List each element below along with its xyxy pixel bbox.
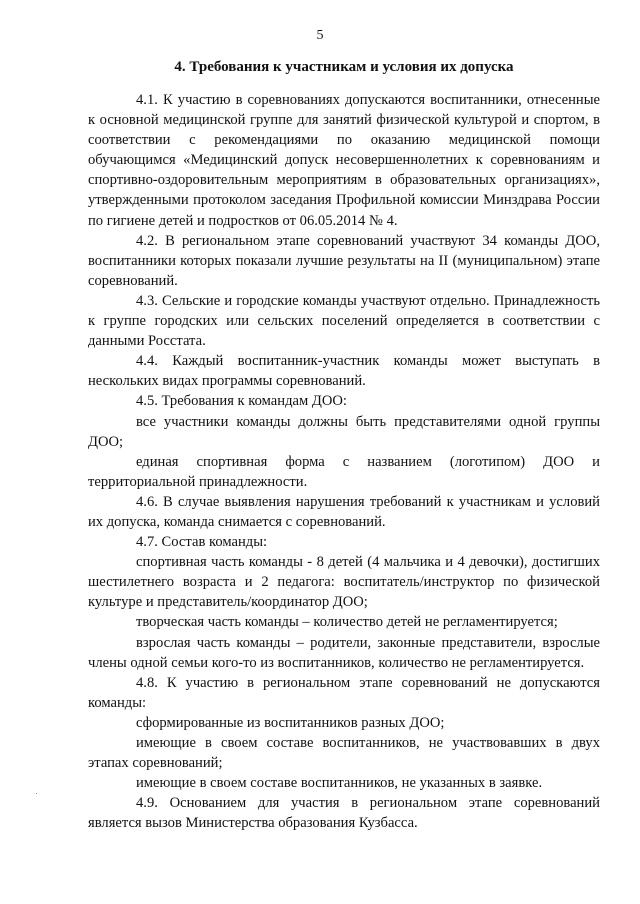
list-item-sports-part: спортивная часть команды - 8 детей (4 мальчика и 4 девочки), достигших шестилетнего возраста и 2 педагога: воспитатель/инструктор по физической культуре и представитель/координатор ДОО; (88, 554, 600, 611)
paragraph-4-3: 4.3. Сельские и городские команды участвуют отдельно. Принадлежность к группе городских или сельских поселений определяется в соответствии с данными Росстата. (88, 292, 600, 350)
paragraph-4-4: 4.4. Каждый воспитанник-участник команды может выступать в нескольких видах программы соревнований. (88, 353, 600, 390)
paragraph-4-8: 4.8. К участию в региональном этапе соревнований не допускаются команды: (88, 674, 600, 711)
list-item-creative-part: творческая часть команды – количество детей не регламентируется; (136, 614, 558, 631)
paragraph-4-1: 4.1. К участию в соревнованиях допускаются воспитанники, отнесенные к основной медицинской группе для занятий физической культурой и спортом, в соответствии с рекомендациями по оказанию медицинской помощи обучающимся «Медицинский допуск несовершеннолетних к соревнованиям и спортивно-оздоровительным мероприятиям в образовательных организациях», утвержденными протоколом заседания Профильной комиссии Минздрава России по гигиене детей и подростков от 06.05.2014 № 4. (88, 92, 600, 229)
list-item-adult-part: взрослая часть команды – родители, законные представители, взрослые члены одной семьи кого-то из воспитанников, количество не регламентируется. (88, 634, 600, 671)
paragraph-4-6: 4.6. В случае выявления нарушения требований к участникам и условий их допуска, команда снимается с соревнований. (88, 493, 600, 530)
paragraph-4-5: 4.5. Требования к командам ДОО: (136, 393, 347, 410)
scan-speck (36, 793, 37, 794)
list-item-team-uniform: единая спортивная форма с названием (логотипом) ДОО и территориальной принадлежности. (88, 453, 600, 490)
list-item-not-in-application: имеющие в своем составе воспитанников, не указанных в заявке. (136, 775, 543, 792)
list-item-team-same-group: все участники команды должны быть представителями одной группы ДОО; (88, 413, 600, 450)
paragraph-4-2: 4.2. В региональном этапе соревнований участвуют 34 команды ДОО, воспитанники которых показали лучшие результаты на II (муниципальном) этапе соревнований. (88, 232, 600, 289)
page-number: 5 (316, 28, 324, 43)
document-body (88, 90, 600, 833)
list-item-different-doo: сформированные из воспитанников разных ДОО; (136, 714, 445, 731)
section-title: 4. Требования к участникам и условия их допуска (174, 59, 514, 75)
list-item-not-participated: имеющие в своем составе воспитанников, не участвовавших в двух этапах соревнований; (88, 735, 600, 772)
paragraph-4-9: 4.9. Основанием для участия в региональном этапе соревнований является вызов Министерства образования Кузбасса. (88, 795, 600, 832)
paragraph-4-7: 4.7. Состав команды: (136, 534, 268, 551)
